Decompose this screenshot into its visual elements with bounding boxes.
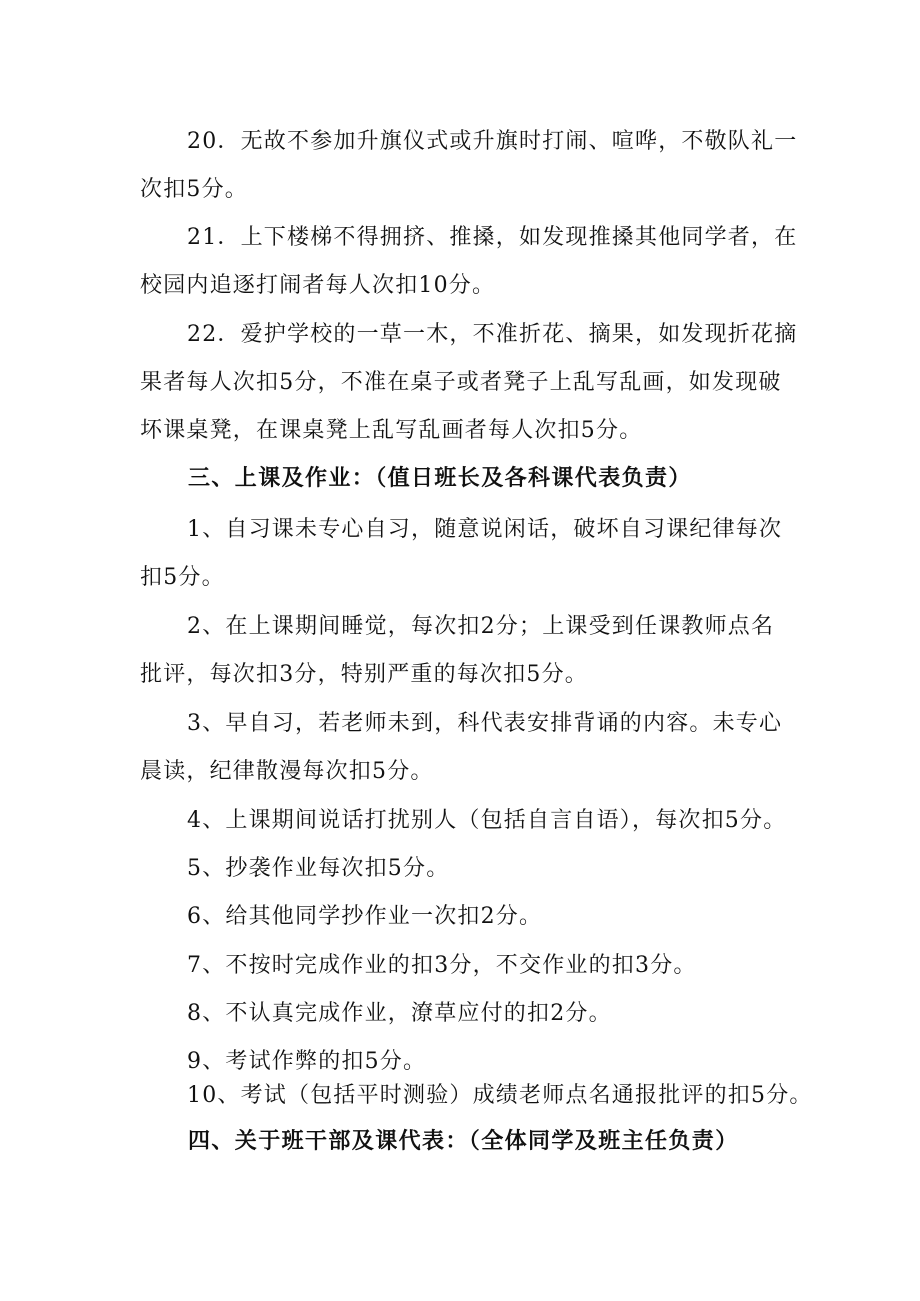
rule-item-s3-10 (140, 1072, 813, 1120)
rule-line: 晨读，纪律散漫每次扣5分。 (140, 759, 434, 784)
rule-item-s3-8 (140, 990, 785, 1038)
rule-line: 校园内追逐打闹者每人次扣10分。 (140, 273, 496, 298)
rule-line: 果者每人次扣5分，不准在桌子或者凳子上乱写乱画，如发现破 (140, 370, 782, 395)
rule-item-20 (140, 118, 798, 214)
rule-item-s3-4 (140, 797, 785, 845)
section-heading-3: 三、上课及作业：（值日班长及各科课代表负责） (188, 466, 692, 491)
rule-line: 8、不认真完成作业，潦草应付的扣2分。 (187, 1001, 612, 1026)
rule-line: 次扣5分。 (140, 177, 248, 202)
rule-item-s3-1 (140, 506, 785, 602)
rule-line: 21．上下楼梯不得拥挤、推搡，如发现推搡其他同学者，在 (187, 225, 798, 250)
rule-item-s3-5 (140, 845, 785, 893)
rule-line: 22．爱护学校的一草一木，不准折花、摘果，如发现折花摘 (187, 322, 798, 347)
rule-line: 批评，每次扣3分，特别严重的每次扣5分。 (140, 662, 588, 687)
rule-item-21 (140, 214, 798, 310)
rule-line: 9、考试作弊的扣5分。 (187, 1049, 427, 1074)
rule-line: 2、在上课期间睡觉，每次扣2分；上课受到任课教师点名 (187, 614, 775, 639)
rule-line: 坏课桌凳，在课桌凳上乱写乱画者每人次扣5分。 (140, 418, 643, 443)
section-heading-4: 四、关于班干部及课代表：（全体同学及班主任负责） (188, 1129, 739, 1154)
rule-line: 20．无故不参加升旗仪式或升旗时打闹、喧哗，不敬队礼一 (187, 129, 798, 154)
rule-line: 4、上课期间说话打扰别人（包括自言自语），每次扣5分。 (187, 808, 787, 833)
rule-line: 6、给其他同学抄作业一次扣2分。 (187, 904, 543, 929)
rule-line: 7、不按时完成作业的扣3分，不交作业的扣3分。 (187, 953, 697, 978)
rule-item-s3-3 (140, 700, 785, 796)
rule-line: 10、考试（包括平时测验）成绩老师点名通报批评的扣5分。 (187, 1083, 813, 1108)
rule-line: 扣5分。 (140, 565, 225, 590)
rule-item-22 (140, 311, 798, 455)
rule-line: 3、早自习，若老师未到，科代表安排背诵的内容。未专心 (187, 711, 783, 736)
rule-item-s3-2 (140, 603, 785, 699)
rule-item-s3-7 (140, 942, 785, 990)
rule-line: 5、抄袭作业每次扣5分。 (187, 856, 450, 881)
rule-line: 1、自习课未专心自习，随意说闲话，破坏自习课纪律每次 (187, 517, 783, 542)
rule-item-s3-6 (140, 893, 785, 941)
